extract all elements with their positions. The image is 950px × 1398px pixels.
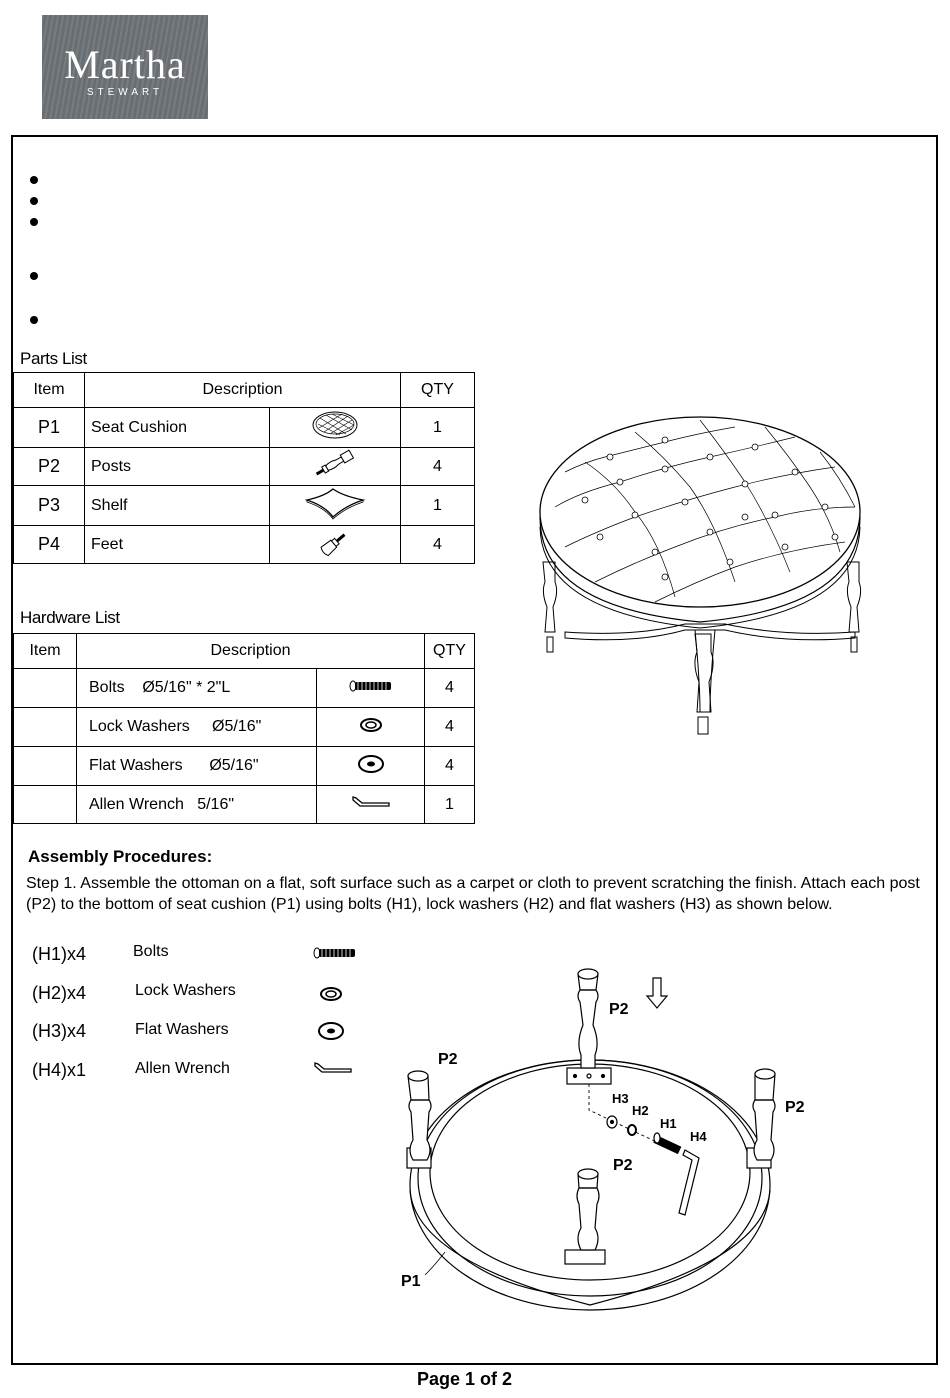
item-description: Allen Wrench 5/16" bbox=[77, 786, 317, 824]
hardware-list-title: Hardware List bbox=[20, 608, 120, 627]
lock-washer-icon bbox=[318, 986, 344, 1002]
item-description: Bolts Ø5/16" * 2"L bbox=[77, 669, 317, 708]
table-row bbox=[14, 486, 475, 526]
table-row bbox=[14, 408, 475, 448]
item-code: P2 bbox=[14, 448, 85, 486]
table-row bbox=[14, 448, 475, 486]
item-code: P3 bbox=[14, 486, 85, 526]
bullet-point bbox=[30, 316, 38, 324]
bullet-point bbox=[30, 272, 38, 280]
bullet-point bbox=[30, 197, 38, 205]
foot-icon bbox=[270, 526, 401, 564]
item-qty: 1 bbox=[425, 786, 475, 824]
shelf-icon bbox=[270, 486, 401, 526]
hardware-name: Flat Washers bbox=[135, 1021, 229, 1038]
header-qty: QTY bbox=[401, 373, 475, 408]
bolt-icon bbox=[317, 669, 425, 708]
assembly-title: Assembly Procedures: bbox=[28, 847, 213, 866]
logo-brand-text: Martha bbox=[64, 42, 186, 87]
lock-washer-icon bbox=[317, 708, 425, 747]
label-h1: H1 bbox=[660, 1116, 677, 1131]
label-p2: P2 bbox=[438, 1051, 458, 1068]
seat-cushion-icon bbox=[270, 408, 401, 448]
item-code bbox=[14, 669, 77, 708]
allen-wrench-icon bbox=[317, 786, 425, 824]
hardware-code: (H3)x4 bbox=[32, 1021, 87, 1041]
item-description: Flat Washers Ø5/16" bbox=[77, 747, 317, 786]
hardware-code: (H4)x1 bbox=[32, 1060, 87, 1080]
header-description: Description bbox=[85, 373, 401, 408]
hardware-name: Allen Wrench bbox=[135, 1060, 230, 1077]
hardware-name: Bolts bbox=[133, 943, 169, 960]
item-code bbox=[14, 708, 77, 747]
hardware-code: (H2)x4 bbox=[32, 983, 87, 1003]
item-qty: 1 bbox=[401, 486, 475, 526]
hardware-table bbox=[13, 633, 475, 824]
header-qty: QTY bbox=[425, 634, 475, 669]
item-qty: 1 bbox=[401, 408, 475, 448]
label-p2: P2 bbox=[785, 1099, 805, 1116]
assembly-diagram bbox=[395, 960, 815, 1320]
item-qty: 4 bbox=[401, 448, 475, 486]
header-description: Description bbox=[77, 634, 425, 669]
bullet-point bbox=[30, 176, 38, 184]
brand-logo bbox=[42, 15, 208, 119]
item-qty: 4 bbox=[401, 526, 475, 564]
hardware-code: (H1)x4 bbox=[32, 944, 87, 964]
parts-table bbox=[13, 372, 475, 564]
page-number: Page 1 of 2 bbox=[417, 1369, 513, 1389]
item-description: Seat Cushion bbox=[85, 408, 270, 448]
table-row bbox=[14, 708, 475, 747]
flat-washer-icon bbox=[316, 1021, 346, 1041]
label-p2: P2 bbox=[613, 1157, 633, 1174]
bolt-icon bbox=[312, 946, 358, 960]
label-h2: H2 bbox=[632, 1103, 649, 1118]
table-row bbox=[14, 669, 475, 708]
hardware-name: Lock Washers bbox=[135, 982, 236, 999]
label-h3: H3 bbox=[612, 1091, 629, 1106]
allen-wrench-icon bbox=[312, 1060, 354, 1076]
label-p1: P1 bbox=[401, 1273, 421, 1290]
label-p2: P2 bbox=[609, 1001, 629, 1018]
step-1-text: Step 1. Assemble the ottoman on a flat, soft surface such as a carpet or cloth to prevent scratching the finish. Attach each post (P2) to the bottom of seat cushion (P1) using bolts (H1), lock washers (H2) and flat washers (H3) as shown below. bbox=[26, 875, 920, 913]
header-item: Item bbox=[14, 373, 85, 408]
item-code: P1 bbox=[14, 408, 85, 448]
post-icon bbox=[270, 448, 401, 486]
table-row bbox=[14, 786, 475, 824]
item-description: Lock Washers Ø5/16" bbox=[77, 708, 317, 747]
flat-washer-icon bbox=[317, 747, 425, 786]
item-qty: 4 bbox=[425, 669, 475, 708]
header-item: Item bbox=[14, 634, 77, 669]
item-description: Feet bbox=[85, 526, 270, 564]
item-qty: 4 bbox=[425, 708, 475, 747]
item-description: Posts bbox=[85, 448, 270, 486]
parts-list-title: Parts List bbox=[20, 349, 87, 368]
logo-sub-text: STEWART bbox=[86, 87, 164, 98]
table-row bbox=[14, 747, 475, 786]
item-code bbox=[14, 747, 77, 786]
item-qty: 4 bbox=[425, 747, 475, 786]
bullet-point bbox=[30, 218, 38, 226]
item-code: P4 bbox=[14, 526, 85, 564]
ottoman-illustration bbox=[525, 412, 875, 742]
label-h4: H4 bbox=[690, 1129, 707, 1144]
item-description: Shelf bbox=[85, 486, 270, 526]
table-row bbox=[14, 526, 475, 564]
item-code bbox=[14, 786, 77, 824]
